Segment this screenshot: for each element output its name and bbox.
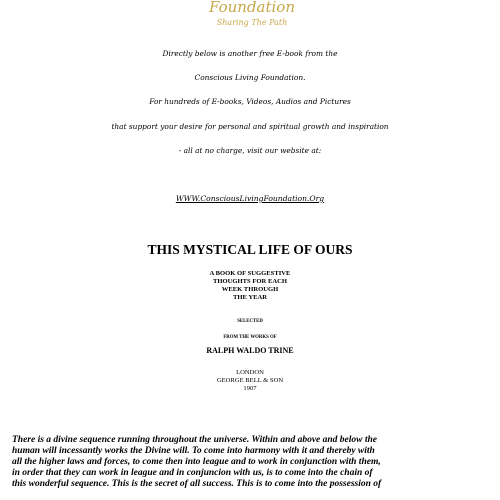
imprint-year: 1907 (243, 385, 257, 392)
logo-tagline: Sharing The Path (216, 18, 288, 27)
intro-line-2: Conscious Living Foundation. (194, 73, 306, 82)
logo-title: Foundation (208, 0, 296, 16)
subtitle-line-1: A BOOK OF SUGGESTIVE (209, 270, 291, 277)
foundation-logo (204, 0, 300, 34)
body-text-line-1: There is a divine sequence running throughout the universe. Within and above and below the (12, 435, 378, 445)
author-name: RALPH WALDO TRINE (206, 346, 294, 355)
intro-line-4: that support your desire for personal and spiritual growth and inspiration (111, 122, 389, 131)
website-link[interactable]: WWW.ConsciousLivingFoundation.Org (175, 194, 325, 203)
subtitle-line-3: WEEK THROUGH (221, 286, 279, 293)
subtitle-line-4: THE YEAR (232, 294, 267, 301)
body-text-line-4: in order that they can work in league and in conjuncion with us, is to come into the chain of (12, 468, 373, 478)
selected-label: SELECTED (237, 319, 263, 324)
imprint-city: LONDON (236, 369, 264, 376)
body-text-line-3: all the higher laws and forces, to come then into league and to work in conjunction with them, (12, 457, 381, 467)
intro-line-5: - all at no charge, visit our website at: (178, 146, 322, 155)
foundation-logo-graphic (204, 0, 300, 34)
from-works-label: FROM THE WORKS OF (223, 335, 277, 340)
book-title: THIS MYSTICAL LIFE OF OURS (147, 242, 353, 257)
subtitle-line-2: THOUGHTS FOR EACH (212, 278, 287, 285)
imprint-publisher: GEORGE BELL & SON (216, 377, 284, 384)
intro-line-1: Directly below is another free E-book from the (162, 49, 338, 58)
intro-line-3: For hundreds of E-books, Videos, Audios and Pictures (149, 97, 351, 106)
body-text-line-2: human will incessantly works the Divine will. To come into harmony with it and thereby with (12, 446, 375, 456)
body-text-line-5: this wonderful sequence. This is the secret of all success. This is to come into the possession of (12, 479, 382, 489)
